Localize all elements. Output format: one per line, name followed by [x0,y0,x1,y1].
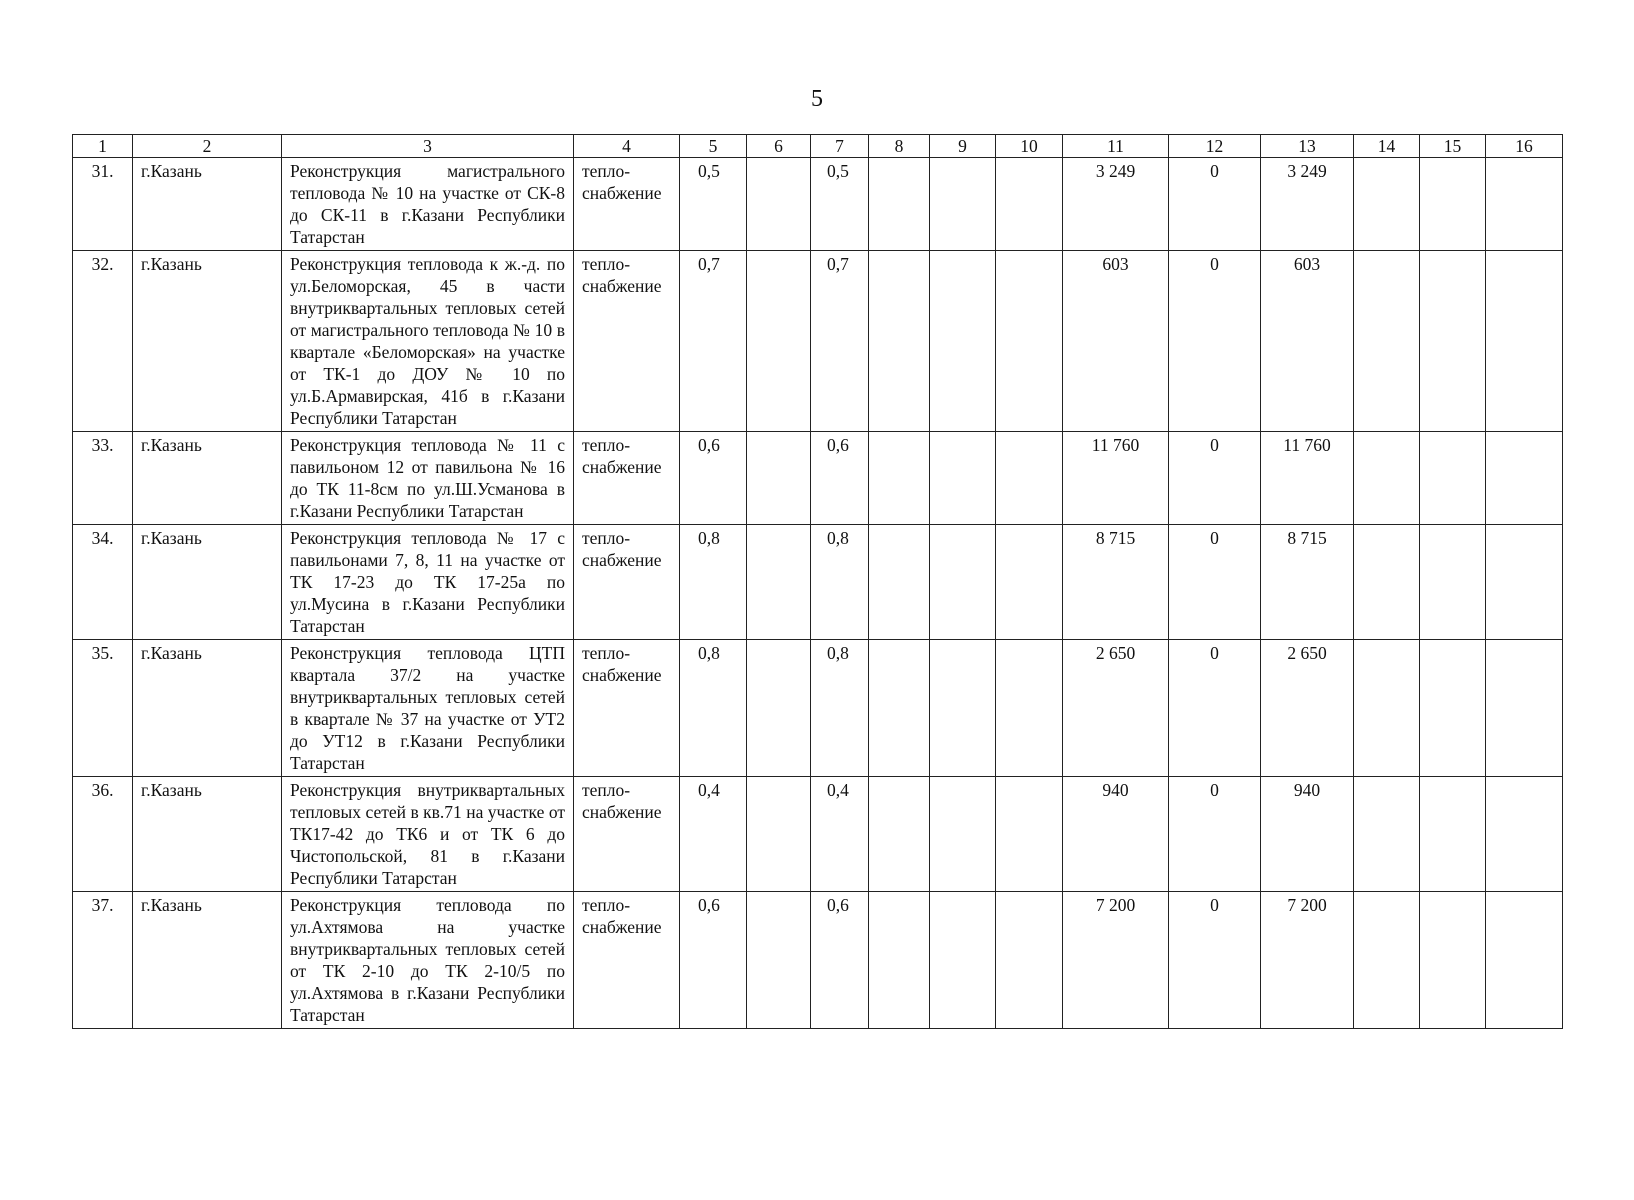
column-header: 3 [282,135,574,158]
row-col6 [747,892,811,1029]
row-col5: 0,5 [680,158,747,251]
row-description: Реконструкция внутриквартальных тепловых сетей в кв.71 на участке от ТК17-42 до ТК6 и от ТК 6 до Чистопольской, 81 в г.Казани Республики Татарстан [282,777,574,892]
table-row [73,251,1563,432]
row-col16 [1486,158,1563,251]
column-header: 13 [1261,135,1354,158]
row-col6 [747,777,811,892]
row-description: Реконструкция тепловода к ж.-д. по ул.Беломорская, 45 в части внутриквартальных тепловых сетей от магистрального тепловода № 10 в квартале «Беломорская» на участке от ТК-1 до ДОУ № 10 по ул.Б.Армавирская, 41б в г.Казани Республики Татарстан [282,251,574,432]
row-col15 [1420,432,1486,525]
row-col6 [747,640,811,777]
column-header: 16 [1486,135,1563,158]
table-row [73,892,1563,1029]
row-col6 [747,525,811,640]
row-description: Реконструкция магистрального тепловода № 10 на участке от СК-8 до СК-11 в г.Казани Республики Татарстан [282,158,574,251]
row-col7: 0,6 [811,432,869,525]
column-header: 9 [930,135,996,158]
row-col14 [1354,432,1420,525]
row-col16 [1486,251,1563,432]
row-category: тепло-снабжение [574,640,680,777]
row-city: г.Казань [133,777,282,892]
row-col14 [1354,640,1420,777]
row-number: 36. [73,777,133,892]
row-number: 33. [73,432,133,525]
row-category: тепло-снабжение [574,892,680,1029]
row-col8 [869,525,930,640]
row-col15 [1420,158,1486,251]
row-col7: 0,7 [811,251,869,432]
row-col13: 603 [1261,251,1354,432]
row-col10 [996,777,1063,892]
row-col7: 0,8 [811,525,869,640]
row-col16 [1486,432,1563,525]
row-col15 [1420,892,1486,1029]
row-col9 [930,525,996,640]
row-col8 [869,251,930,432]
table-row [73,432,1563,525]
row-col12: 0 [1169,525,1261,640]
row-col5: 0,6 [680,892,747,1029]
row-col9 [930,251,996,432]
row-col13: 8 715 [1261,525,1354,640]
row-number: 37. [73,892,133,1029]
row-col8 [869,777,930,892]
row-col9 [930,158,996,251]
row-col13: 7 200 [1261,892,1354,1029]
row-col16 [1486,525,1563,640]
row-col9 [930,892,996,1029]
row-col7: 0,4 [811,777,869,892]
row-col8 [869,640,930,777]
column-header: 10 [996,135,1063,158]
row-city: г.Казань [133,892,282,1029]
row-description: Реконструкция тепловода ЦТП квартала 37/2 на участке внутриквартальных тепловых сетей в квартале № 37 на участке от УТ2 до УТ12 в г.Казани Республики Татарстан [282,640,574,777]
row-col8 [869,158,930,251]
row-city: г.Казань [133,525,282,640]
row-city: г.Казань [133,640,282,777]
row-col14 [1354,525,1420,640]
table-row [73,777,1563,892]
row-number: 32. [73,251,133,432]
row-col10 [996,525,1063,640]
column-header: 11 [1063,135,1169,158]
row-category: тепло-снабжение [574,525,680,640]
investment-table [72,134,1563,1029]
row-description: Реконструкция тепловода № 11 с павильоном 12 от павильона № 16 до ТК 11-8см по ул.Ш.Усманова в г.Казани Республики Татарстан [282,432,574,525]
row-col14 [1354,158,1420,251]
row-description: Реконструкция тепловода по ул.Ахтямова на участке внутриквартальных тепловых сетей от ТК 2-10 до ТК 2-10/5 по ул.Ахтямова в г.Казани Республики Татарстан [282,892,574,1029]
row-col10 [996,158,1063,251]
row-col10 [996,251,1063,432]
column-header: 6 [747,135,811,158]
row-col11: 7 200 [1063,892,1169,1029]
column-header: 5 [680,135,747,158]
page-number: 5 [811,86,823,112]
row-col11: 8 715 [1063,525,1169,640]
column-header: 15 [1420,135,1486,158]
row-col12: 0 [1169,251,1261,432]
row-category: тепло-снабжение [574,432,680,525]
row-number: 35. [73,640,133,777]
column-header: 12 [1169,135,1261,158]
column-number-row [73,135,1563,158]
row-col6 [747,432,811,525]
row-col16 [1486,640,1563,777]
table-row [73,640,1563,777]
row-col16 [1486,892,1563,1029]
column-header: 2 [133,135,282,158]
row-category: тепло-снабжение [574,777,680,892]
row-col12: 0 [1169,158,1261,251]
row-col9 [930,432,996,525]
row-col11: 2 650 [1063,640,1169,777]
row-city: г.Казань [133,158,282,251]
row-col14 [1354,892,1420,1029]
row-col7: 0,5 [811,158,869,251]
row-col15 [1420,525,1486,640]
row-col10 [996,432,1063,525]
row-col10 [996,640,1063,777]
row-col14 [1354,251,1420,432]
row-col12: 0 [1169,432,1261,525]
row-col11: 940 [1063,777,1169,892]
row-col11: 11 760 [1063,432,1169,525]
row-col5: 0,6 [680,432,747,525]
column-header: 8 [869,135,930,158]
row-col13: 3 249 [1261,158,1354,251]
row-col5: 0,7 [680,251,747,432]
row-city: г.Казань [133,432,282,525]
row-col7: 0,8 [811,640,869,777]
row-col12: 0 [1169,640,1261,777]
row-number: 31. [73,158,133,251]
row-city: г.Казань [133,251,282,432]
row-col6 [747,158,811,251]
column-header: 1 [73,135,133,158]
row-col6 [747,251,811,432]
table-row [73,158,1563,251]
row-col9 [930,640,996,777]
column-header: 4 [574,135,680,158]
column-header: 14 [1354,135,1420,158]
row-col15 [1420,251,1486,432]
column-header: 7 [811,135,869,158]
row-category: тепло-снабжение [574,158,680,251]
row-col11: 3 249 [1063,158,1169,251]
row-col8 [869,892,930,1029]
row-col12: 0 [1169,892,1261,1029]
row-col7: 0,6 [811,892,869,1029]
row-col16 [1486,777,1563,892]
row-col15 [1420,777,1486,892]
row-number: 34. [73,525,133,640]
row-col8 [869,432,930,525]
row-col13: 11 760 [1261,432,1354,525]
row-col15 [1420,640,1486,777]
row-col11: 603 [1063,251,1169,432]
row-col5: 0,8 [680,640,747,777]
row-description: Реконструкция тепловода № 17 с павильонами 7, 8, 11 на участке от ТК 17-23 до ТК 17-25а по ул.Мусина в г.Казани Республики Татарстан [282,525,574,640]
row-col5: 0,4 [680,777,747,892]
row-col9 [930,777,996,892]
table-row [73,525,1563,640]
row-category: тепло-снабжение [574,251,680,432]
row-col14 [1354,777,1420,892]
row-col13: 940 [1261,777,1354,892]
row-col13: 2 650 [1261,640,1354,777]
row-col10 [996,892,1063,1029]
row-col5: 0,8 [680,525,747,640]
row-col12: 0 [1169,777,1261,892]
